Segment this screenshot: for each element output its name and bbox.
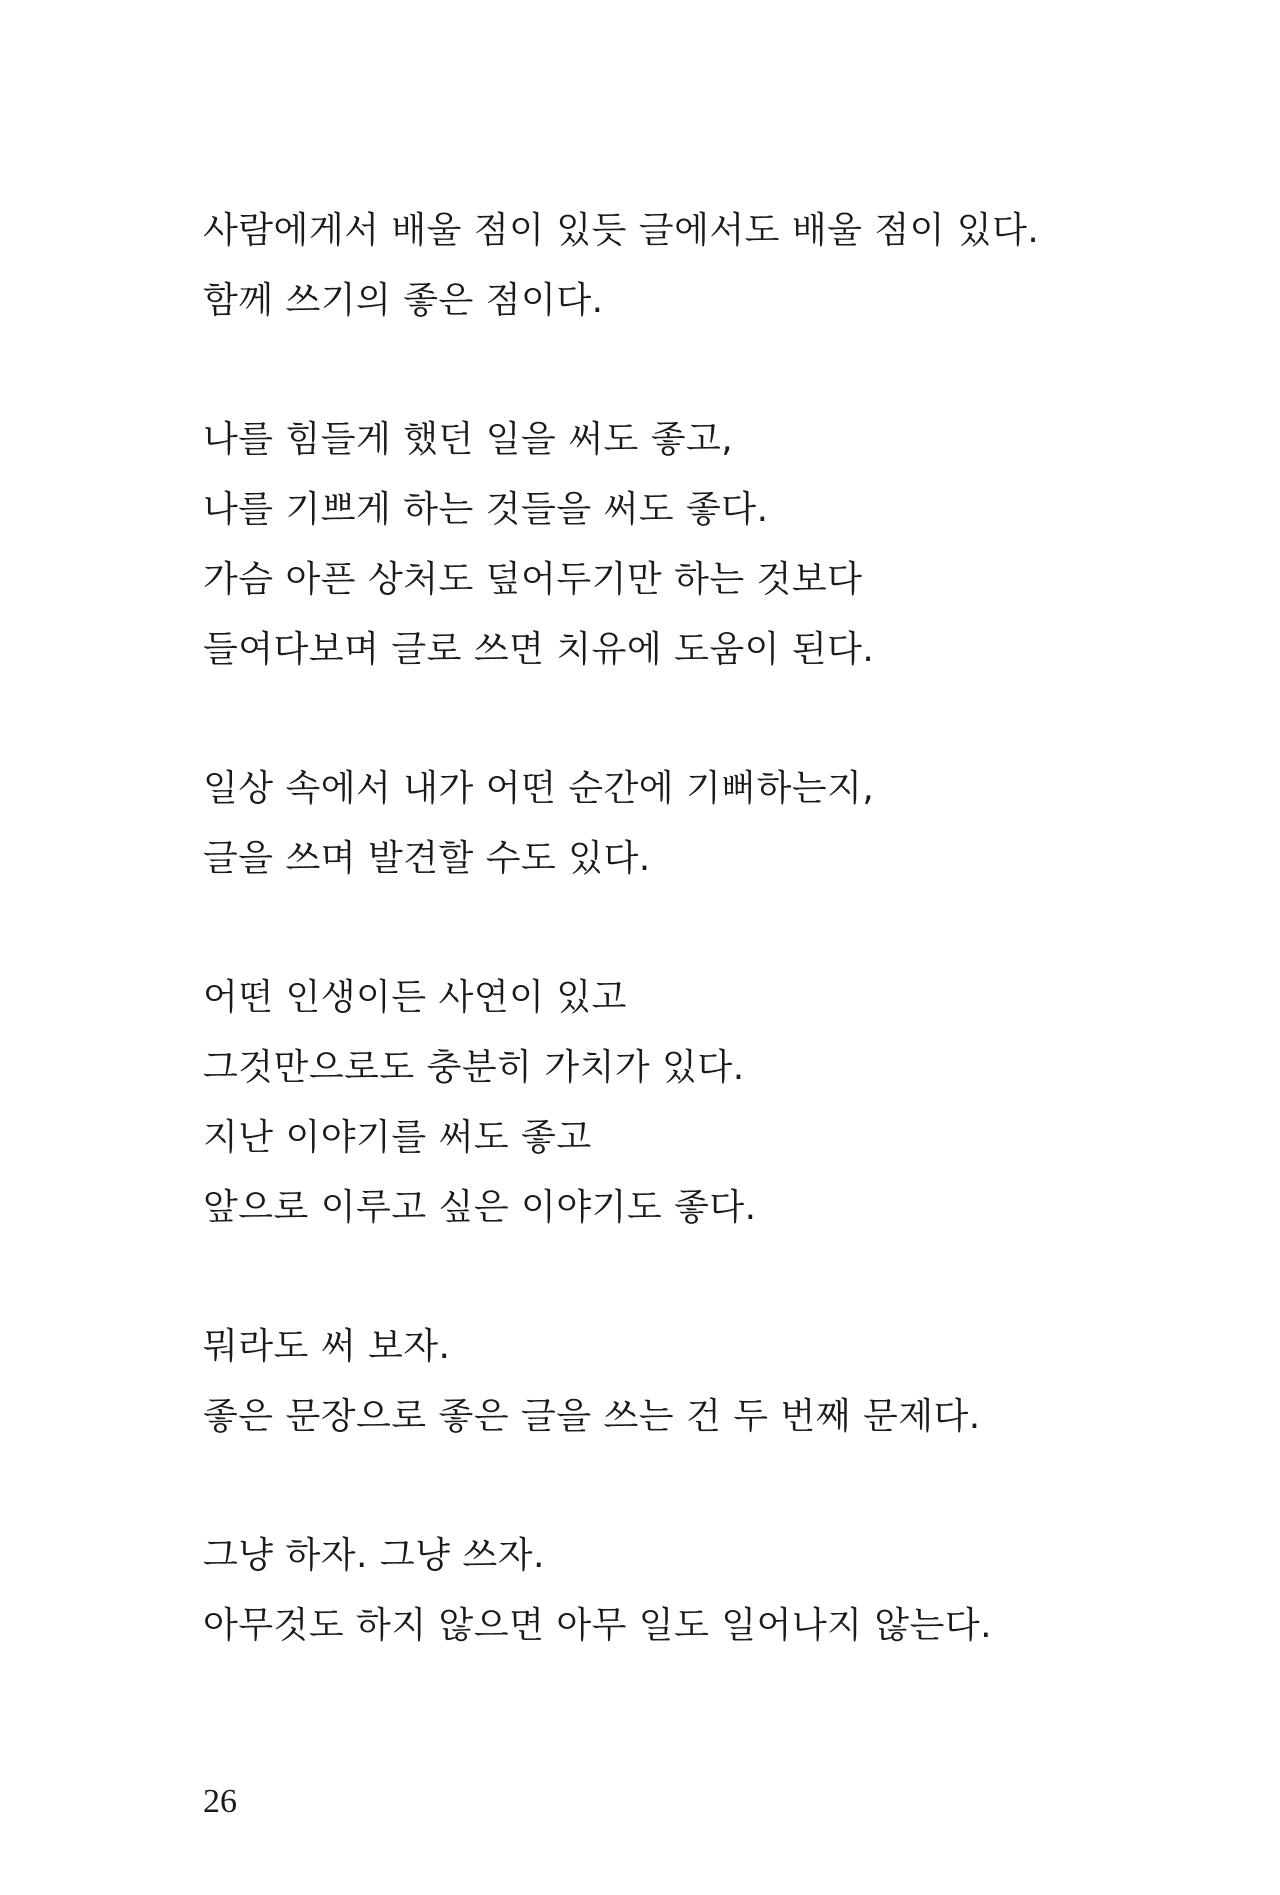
paragraph <box>203 963 1203 1243</box>
text-line: 그냥 하자. 그냥 쓰자. <box>203 1535 545 1576</box>
text-line: 어떤 인생이든 사연이 있고 <box>203 977 627 1018</box>
paragraph <box>203 196 1203 336</box>
text-line: 뭐라도 써 보자. <box>203 1326 451 1367</box>
text-line: 나를 기쁘게 하는 것들을 써도 좋다. <box>203 489 769 530</box>
text-line: 사람에게서 배울 점이 있듯 글에서도 배울 점이 있다. <box>203 210 1040 251</box>
text-line: 함께 쓰기의 좋은 점이다. <box>203 280 604 321</box>
text-line: 나를 힘들게 했던 일을 써도 좋고, <box>203 419 734 460</box>
text-line: 글을 쓰며 발견할 수도 있다. <box>203 838 651 879</box>
text-line: 좋은 문장으로 좋은 글을 쓰는 건 두 번째 문제다. <box>203 1396 981 1437</box>
text-line: 들여다보며 글로 쓰면 치유에 도움이 된다. <box>203 629 875 670</box>
text-line: 앞으로 이루고 싶은 이야기도 좋다. <box>203 1187 757 1228</box>
paragraph <box>203 1312 1203 1452</box>
paragraph <box>203 405 1203 685</box>
text-line: 지난 이야기를 써도 좋고 <box>203 1117 592 1158</box>
paragraph <box>203 1521 1203 1661</box>
text-line: 아무것도 하지 않으면 아무 일도 일어나지 않는다. <box>203 1605 993 1646</box>
text-line: 그것만으로도 충분히 가치가 있다. <box>203 1047 745 1088</box>
page-body <box>203 196 1203 1730</box>
text-line: 가슴 아픈 상처도 덮어두기만 하는 것보다 <box>203 559 863 600</box>
page-number: 26 <box>203 1783 237 1820</box>
paragraph <box>203 754 1203 894</box>
text-line: 일상 속에서 내가 어떤 순간에 기뻐하는지, <box>203 768 875 809</box>
